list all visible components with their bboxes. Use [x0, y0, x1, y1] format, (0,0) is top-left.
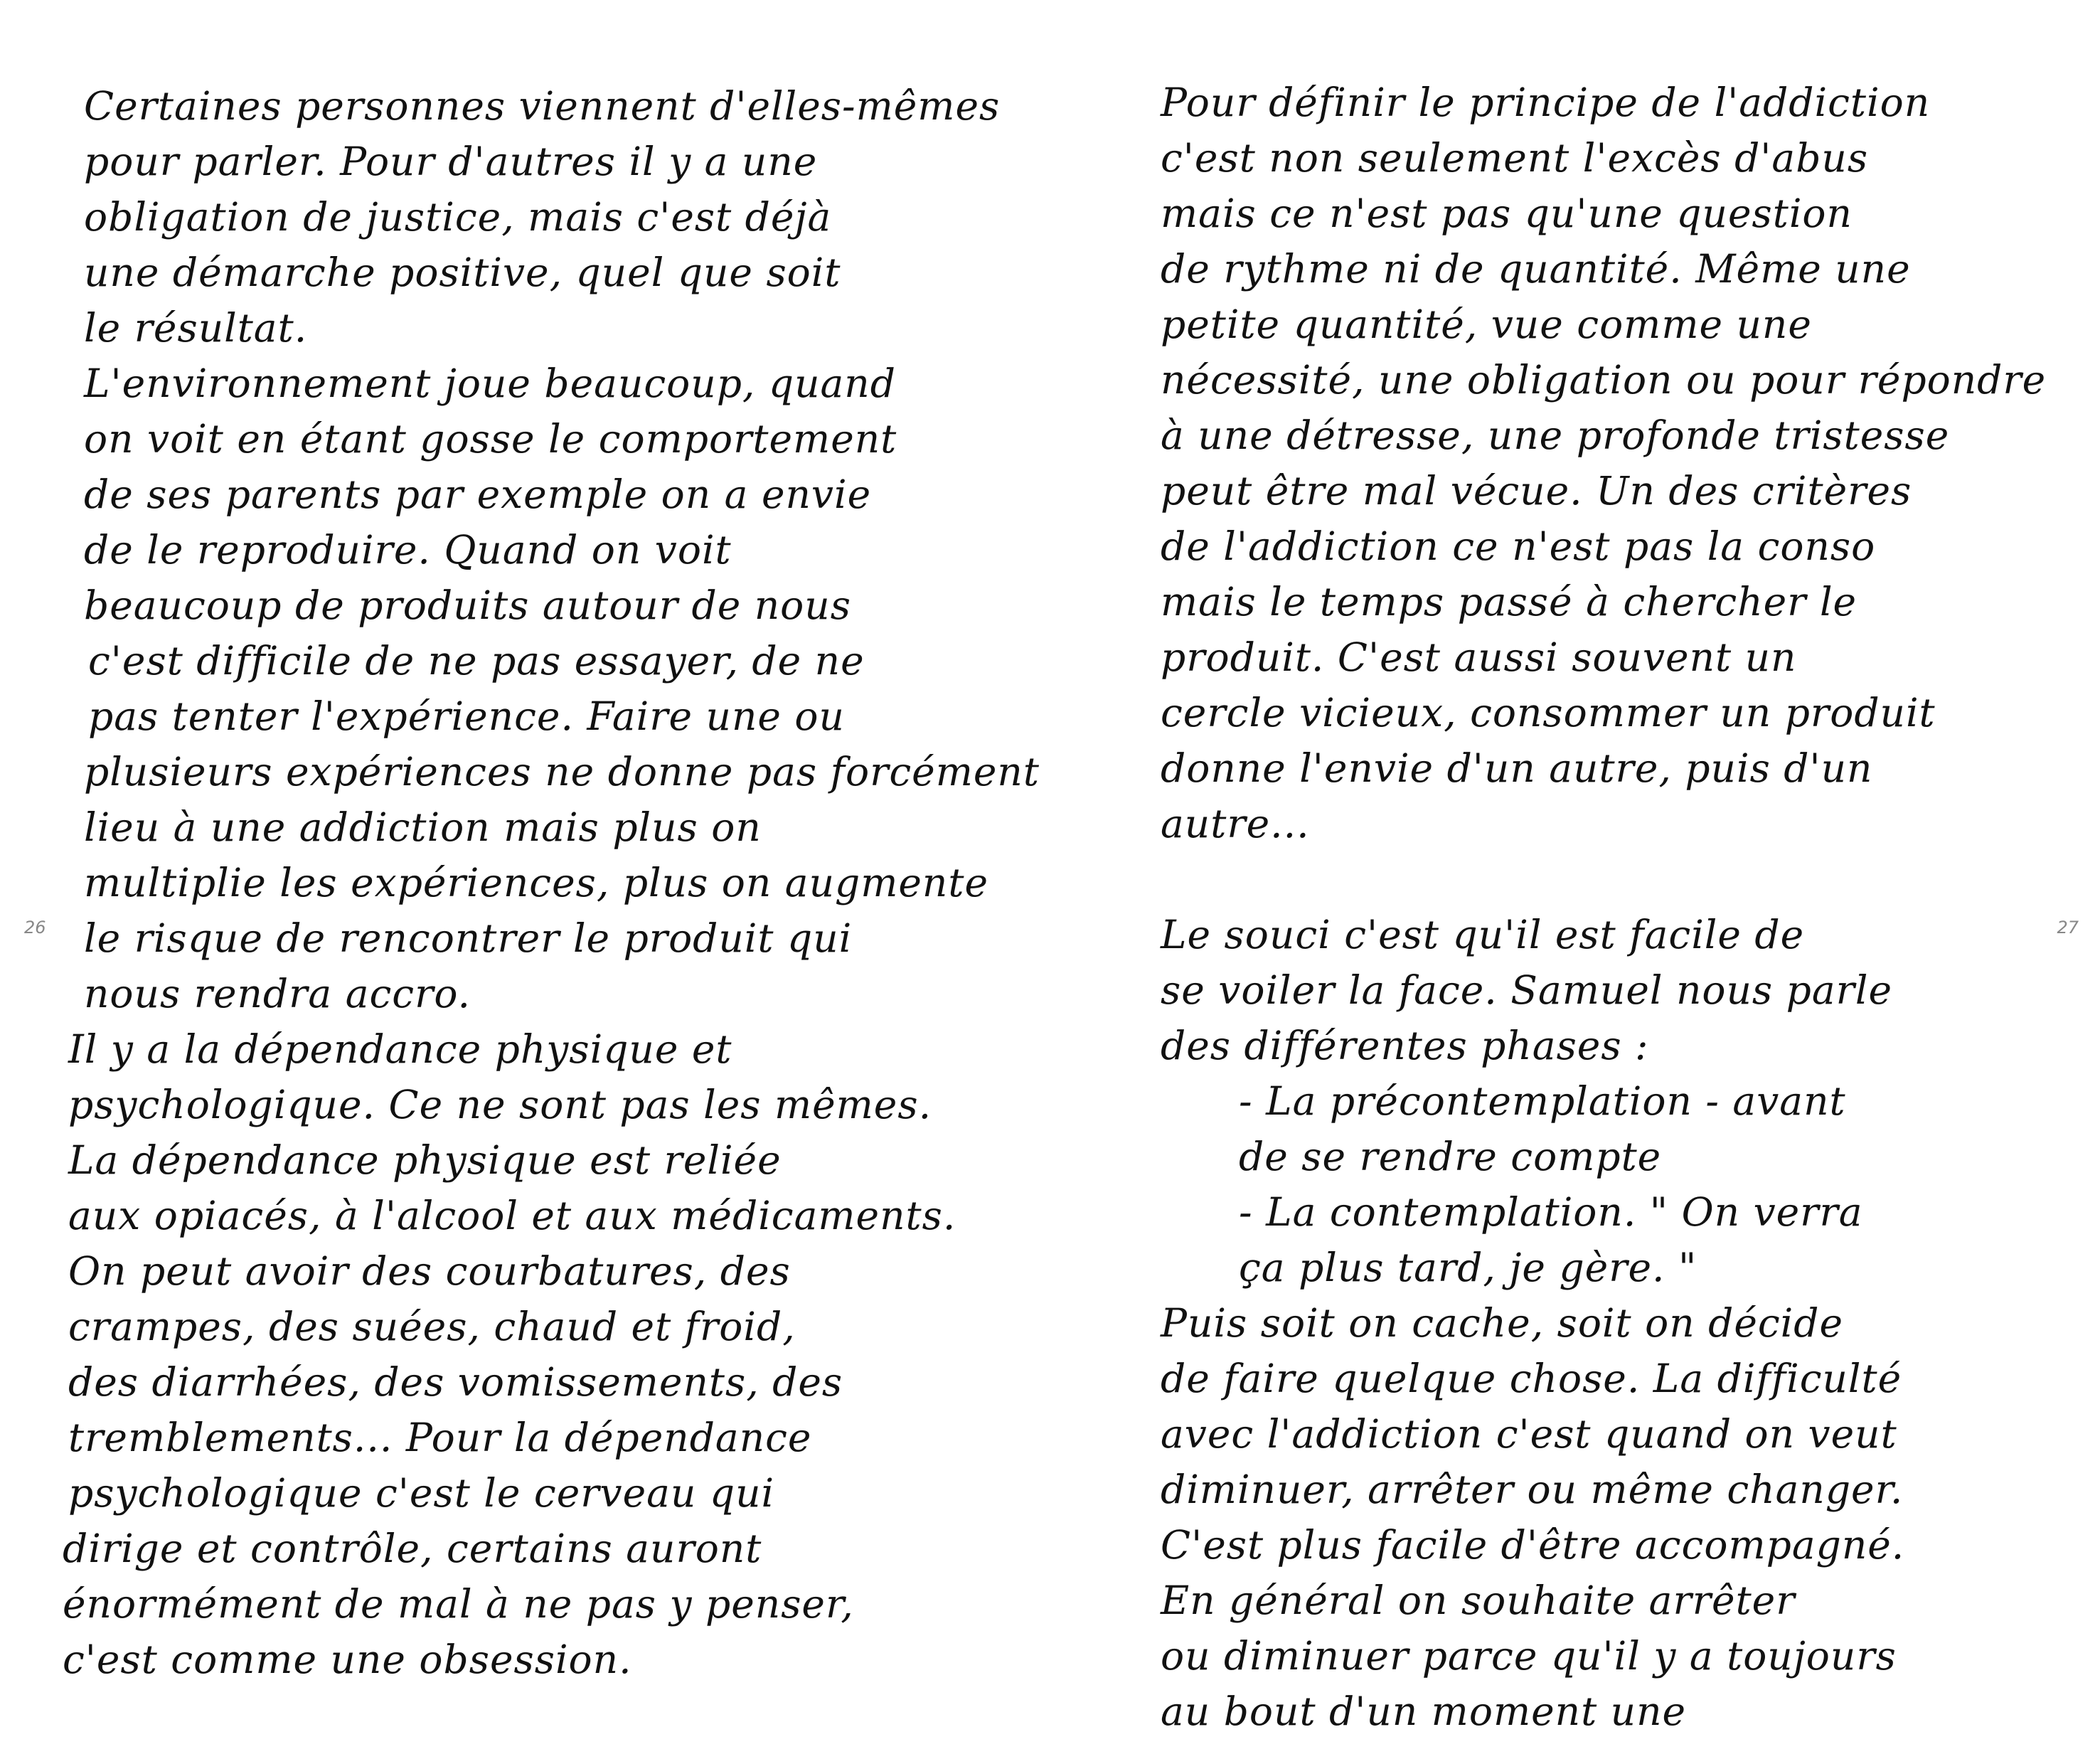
text-line: mais ce n'est pas qu'une question — [1161, 191, 1853, 236]
right-page-text — [1161, 75, 2046, 1739]
text-line: de ses parents par exemple on a envie — [84, 472, 872, 517]
text-line: multiplie les expériences, plus on augmente — [84, 860, 988, 905]
left-page-text — [63, 78, 1040, 1687]
text-line: de rythme ni de quantité. Même une — [1161, 246, 1911, 292]
text-line: C'est plus facile d'être accompagné. — [1161, 1522, 1905, 1568]
text-line: à une détresse, une profonde tristesse — [1161, 413, 1950, 458]
text-line: pour parler. Pour d'autres il y a une — [84, 139, 818, 184]
text-line: crampes, des suées, chaud et froid, — [68, 1304, 796, 1349]
text-line: Le souci c'est qu'il est facile de — [1161, 912, 1805, 957]
text-line: nous rendra accro. — [84, 971, 471, 1016]
text-line: de faire quelque chose. La difficulté — [1161, 1356, 1902, 1401]
text-line: psychologique. Ce ne sont pas les mêmes. — [68, 1082, 932, 1127]
blank-line — [1161, 851, 2046, 907]
text-line: L'environnement joue beaucoup, quand — [84, 361, 896, 406]
text-line: Certaines personnes viennent d'elles-mêmes — [84, 83, 1001, 129]
text-line: plusieurs expériences ne donne pas forcément — [84, 749, 1040, 795]
text-line: peut être mal vécue. Un des critères — [1161, 468, 1912, 514]
text-line: petite quantité, vue comme une — [1161, 302, 1812, 347]
page-number: 26 — [24, 918, 46, 937]
text-line: - La contemplation. " On verra — [1239, 1189, 1863, 1235]
text-line: nécessité, une obligation ou pour répondre — [1161, 357, 2047, 403]
text-line: cercle vicieux, consommer un produit — [1161, 690, 1936, 735]
text-line: produit. C'est aussi souvent un — [1161, 634, 1797, 680]
text-line: avec l'addiction c'est quand on veut — [1161, 1411, 1897, 1457]
text-line: On peut avoir des courbatures, des — [68, 1248, 791, 1294]
text-line: Pour définir le principe de l'addiction — [1161, 80, 1931, 125]
text-line: Puis soit on cache, soit on décide — [1161, 1300, 1844, 1346]
text-line: pas tenter l'expérience. Faire une ou — [88, 694, 845, 739]
text-line: aux opiacés, à l'alcool et aux médicaments. — [68, 1193, 956, 1238]
text-line: on voit en étant gosse le comportement — [84, 416, 897, 462]
text-line: une démarche positive, quel que soit — [84, 250, 841, 295]
text-line: ou diminuer parce qu'il y a toujours — [1161, 1633, 1897, 1679]
text-line: énormément de mal à ne pas y penser, — [63, 1581, 854, 1627]
text-line: En général on souhaite arrêter — [1161, 1578, 1796, 1623]
text-line: c'est non seulement l'excès d'abus — [1161, 135, 1869, 181]
text-line: de le reproduire. Quand on voit — [84, 527, 732, 573]
text-line: psychologique c'est le cerveau qui — [68, 1470, 775, 1516]
text-line: mais le temps passé à chercher le — [1161, 579, 1858, 625]
text-line: le risque de rencontrer le produit qui — [84, 915, 853, 961]
text-line: - La précontemplation - avant — [1239, 1078, 1846, 1124]
text-line: de l'addiction ce n'est pas la conso — [1161, 524, 1876, 569]
page-number: 27 — [2057, 918, 2079, 937]
right-page — [1050, 0, 2100, 1764]
text-line: diminuer, arrêter ou même changer. — [1161, 1467, 1904, 1512]
text-line: lieu à une addiction mais plus on — [84, 804, 762, 850]
text-line: obligation de justice, mais c'est déjà — [84, 194, 832, 240]
text-line: beaucoup de produits autour de nous — [84, 583, 851, 628]
text-line: se voiler la face. Samuel nous parle — [1161, 967, 1893, 1013]
text-line: de se rendre compte — [1239, 1134, 1662, 1179]
text-line: donne l'envie d'un autre, puis d'un — [1161, 745, 1873, 791]
text-line: tremblements... Pour la dépendance — [68, 1415, 812, 1460]
text-line: des diarrhées, des vomissements, des — [68, 1359, 843, 1405]
text-line: ça plus tard, je gère. " — [1239, 1245, 1697, 1290]
text-line: La dépendance physique est reliée — [68, 1137, 782, 1183]
text-line: des différentes phases : — [1161, 1023, 1649, 1068]
text-line: le résultat. — [84, 305, 308, 351]
text-line: au bout d'un moment une — [1161, 1689, 1687, 1734]
text-line: autre... — [1161, 801, 1310, 846]
text-line: dirige et contrôle, certains auront — [63, 1526, 762, 1571]
text-line: Il y a la dépendance physique et — [68, 1026, 732, 1072]
text-line: c'est difficile de ne pas essayer, de ne — [88, 638, 865, 684]
text-line: c'est comme une obsession. — [63, 1637, 632, 1682]
